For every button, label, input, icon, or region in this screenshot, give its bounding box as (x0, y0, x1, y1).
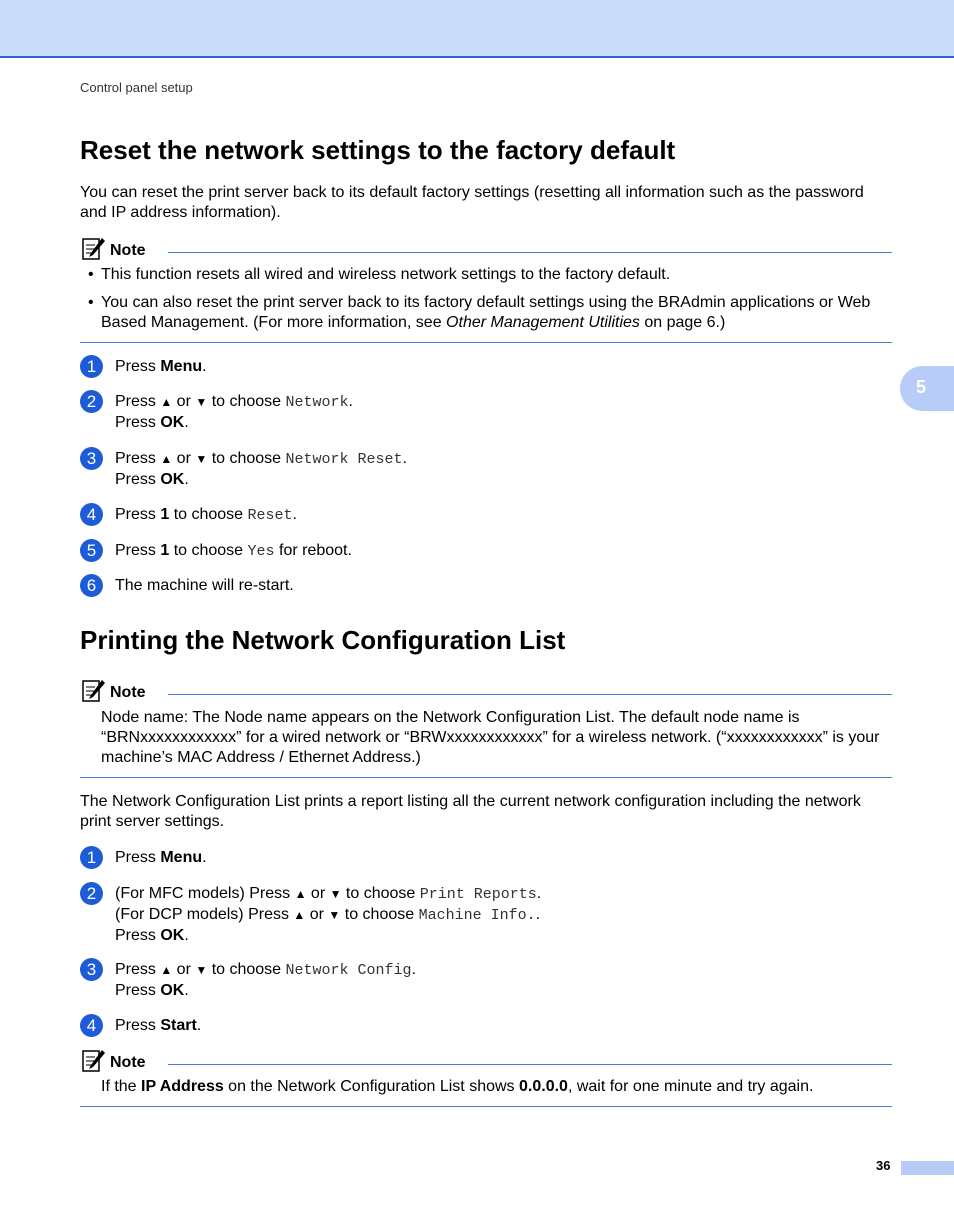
up-arrow-icon: ▲ (160, 452, 173, 466)
note-rule (168, 694, 892, 695)
step-number-badge: 3 (80, 958, 103, 981)
lcd-menu-text: Network Config (285, 962, 412, 979)
note-end-rule (80, 777, 892, 778)
reset-intro: You can reset the print server back to its default factory settings (resetting all information such as the password and IP address information). (80, 184, 864, 221)
running-header: Control panel setup (80, 80, 193, 95)
up-arrow-icon: ▲ (293, 908, 306, 922)
step-text: Press 1 to choose Yes for reboot. (115, 542, 352, 560)
step-number-badge: 3 (80, 447, 103, 470)
step-text: The machine will re-start. (115, 577, 294, 594)
lcd-menu-text: Network (285, 394, 349, 411)
lcd-menu-text: Network Reset (285, 451, 403, 468)
down-arrow-icon: ▼ (328, 908, 341, 922)
header-band (0, 0, 954, 58)
down-arrow-icon: ▼ (195, 395, 208, 409)
step-text: Press 1 to choose Reset. (115, 506, 297, 524)
lcd-menu-text: Yes (247, 543, 275, 560)
note-label: Note (110, 1054, 146, 1071)
step-text: Press ▲ or ▼ to choose Network Reset. Press OK. (115, 450, 408, 488)
bullet-dot: • (88, 294, 94, 311)
note-pencil-icon (80, 678, 106, 704)
config-intro: The Network Configuration List prints a report listing all the current network configuration including the network print server settings. (80, 793, 861, 830)
step-text: Press ▲ or ▼ to choose Network Config. Press OK. (115, 961, 417, 999)
step-number-badge: 2 (80, 390, 103, 413)
step-text: (For MFC models) Press ▲ or ▼ to choose Print Reports. (For DCP models) Press ▲ or ▼ to choose Machine Info.. Press OK. (115, 885, 542, 944)
note-pencil-icon (80, 236, 106, 262)
step-number-badge: 1 (80, 355, 103, 378)
note-rule (168, 252, 892, 253)
step-number-badge: 4 (80, 503, 103, 526)
lcd-menu-text: Machine Info. (418, 907, 536, 924)
step-number-badge: 5 (80, 539, 103, 562)
lcd-menu-text: Print Reports (419, 886, 537, 903)
up-arrow-icon: ▲ (294, 887, 307, 901)
note-text: If the IP Address on the Network Configuration List shows 0.0.0.0, wait for one minute and try again. (101, 1078, 814, 1095)
section-title-reset: Reset the network settings to the factory default (80, 135, 676, 165)
note-label: Note (110, 242, 146, 259)
step-text: Press Menu. (115, 849, 207, 866)
bullet-text: This function resets all wired and wireless network settings to the factory default. (101, 266, 671, 283)
step-number-badge: 2 (80, 882, 103, 905)
step-text: Press Menu. (115, 358, 207, 375)
down-arrow-icon: ▼ (329, 887, 342, 901)
step-text: Press Start. (115, 1017, 202, 1034)
note-label: Note (110, 684, 146, 701)
note-text: Node name: The Node name appears on the Network Configuration List. The default node name is “BRNxxxxxxxxxxxx” for a wired network or “BRWxxxxxxxxxxxx” for a wireless network. (“xxxxxxxxxxxx” is your machine’s MAC Address / Ethernet Address.) (101, 709, 880, 766)
up-arrow-icon: ▲ (160, 395, 173, 409)
chapter-tab: 5 (900, 366, 954, 411)
page-number: 36 (876, 1158, 891, 1173)
note-header (80, 236, 892, 264)
step-number-badge: 1 (80, 846, 103, 869)
note-rule (168, 1064, 892, 1065)
step-number-badge: 4 (80, 1014, 103, 1037)
note-end-rule (80, 1106, 892, 1107)
note-header (80, 1048, 892, 1076)
down-arrow-icon: ▼ (195, 963, 208, 977)
page-number-bar (901, 1161, 954, 1175)
step-text: Press ▲ or ▼ to choose Network. Press OK. (115, 393, 353, 431)
note-header (80, 678, 892, 706)
step-number-badge: 6 (80, 574, 103, 597)
lcd-menu-text: Reset (247, 507, 293, 524)
bullet-text: You can also reset the print server back to its factory default settings using the BRAdmin applications or Web Based Management. (For more information, see Other Management Utilities on page 6.) (101, 294, 871, 331)
down-arrow-icon: ▼ (195, 452, 208, 466)
cross-reference: Other Management Utilities (446, 314, 640, 331)
up-arrow-icon: ▲ (160, 963, 173, 977)
note-end-rule (80, 342, 892, 343)
bullet-dot: • (88, 266, 94, 283)
note-pencil-icon (80, 1048, 106, 1074)
section-title-config-list: Printing the Network Configuration List (80, 625, 566, 655)
